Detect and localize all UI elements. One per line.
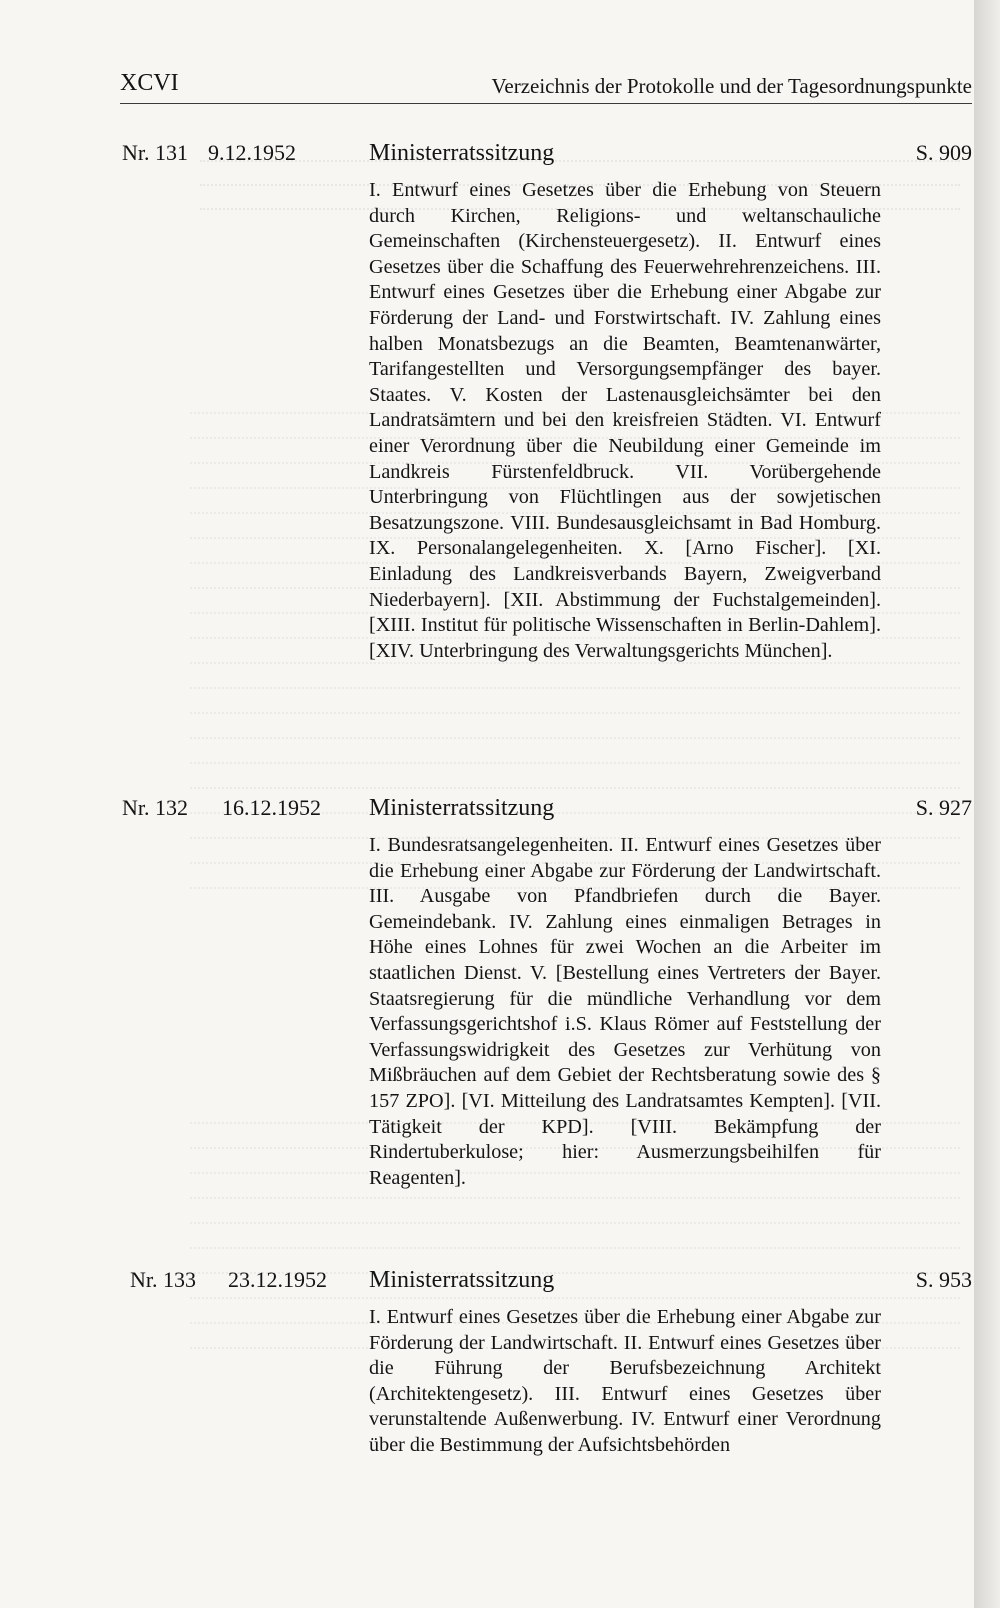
entry-heading [122,140,972,172]
protocol-entry [122,1267,972,1459]
entry-number: Nr. 132 [122,795,188,820]
page-number: XCVI [120,70,179,96]
protocol-entry [122,140,972,664]
header-title: Verzeichnis der Protokolle und der Tagesordnungspunkte [491,74,972,98]
entry-page-ref: S. 953 [915,1267,972,1292]
entry-number: Nr. 131 [122,140,188,165]
entry-date: 23.12.1952 [228,1267,327,1292]
entry-heading [122,1267,972,1299]
entry-page-ref: S. 927 [915,795,972,820]
entry-agenda-text: I. Entwurf eines Gesetzes über die Erhebung einer Abgabe zur Förderung der Landwirtschaft. II. Entwurf eines Gesetzes über die Führung der Berufsbezeichnung Architekt (Architektengesetz). III. Entwurf eines Gesetzes über verunstaltende Außenwerbung. IV. Entwurf einer Verordnung über die Bestimmung der Aufsichtsbehörden [369,1306,881,1456]
entry-page-ref: S. 909 [915,140,972,165]
page-edge-shadow [974,0,1000,1608]
entry-agenda-text: I. Bundesratsangelegenheiten. II. Entwurf eines Gesetzes über die Erhebung einer Abgabe zur Förderung der Landwirtschaft. III. Ausgabe von Pfandbriefen durch die Bayer. Gemeindebank. IV. Zahlung eines einmaligen Betrages in Höhe eines Lohnes für zwei Wochen an die Arbeiter im staatlichen Dienst. V. [Bestellung eines Vertreters der Bayer. Staatsregierung für die mündliche Verhandlung vor dem Verfassungsgerichtshof i.S. Klaus Römer auf Feststellung der Verfassungswidrigkeit des Gesetzes zur Verhütung von Mißbräuchen auf dem Gebiet der Rechtsberatung sowie des § 157 ZPO]. [VI. Mitteilung des Landratsamtes Kempten]. [VII. Tätigkeit der KPD]. [VIII. Bekämpfung der Rindertuberkulose; hier: Ausmerzungsbeihilfen für Reagenten]. [369,834,881,1189]
entry-title: Ministerratssitzung [369,140,555,166]
header-rule [120,103,972,104]
entry-date: 16.12.1952 [222,795,321,820]
entry-date: 9.12.1952 [208,140,296,165]
entry-title: Ministerratssitzung [369,1267,555,1293]
protocol-entry [122,795,972,1191]
running-header [120,70,972,104]
entry-number: Nr. 133 [130,1267,196,1292]
entry-agenda-text: I. Entwurf eines Gesetzes über die Erhebung von Steuern durch Kirchen, Religions- und weltanschauliche Gemeinschaften (Kirchensteuergesetz). II. Entwurf eines Gesetzes über die Schaffung des Feuerwehrehrenzeichens. III. Entwurf eines Gesetzes über die Erhebung einer Abgabe zur Förderung der Land- und Forstwirtschaft. IV. Zahlung eines halben Monatsbezugs an die Beamten, Beamtenanwärter, Tarifangestellten und Versorgungsempfänger des bayer. Staates. V. Kosten der Lastenausgleichsämter bei den Landratsämtern und bei den kreisfreien Städten. VI. Entwurf einer Verordnung über die Neubildung einer Gemeinde im Landkreis Fürstenfeldbruck. VII. Vorübergehende Unterbringung von Flüchtlingen aus der sowjetischen Besatzungszone. VIII. Bundesausgleichsamt in Bad Homburg. IX. Personalangelegenheiten. X. [Arno Fischer]. [XI. Einladung des Landkreisverbands Bayern, Zweigverband Niederbayern]. [XII. Abstimmung der Fuchstalgemeinden]. [XIII. Institut für politische Wissenschaften in Berlin-Dahlem]. [XIV. Unterbringung des Verwaltungsgerichts München]. [369,179,881,662]
entry-heading [122,795,972,827]
entry-title: Ministerratssitzung [369,795,555,821]
